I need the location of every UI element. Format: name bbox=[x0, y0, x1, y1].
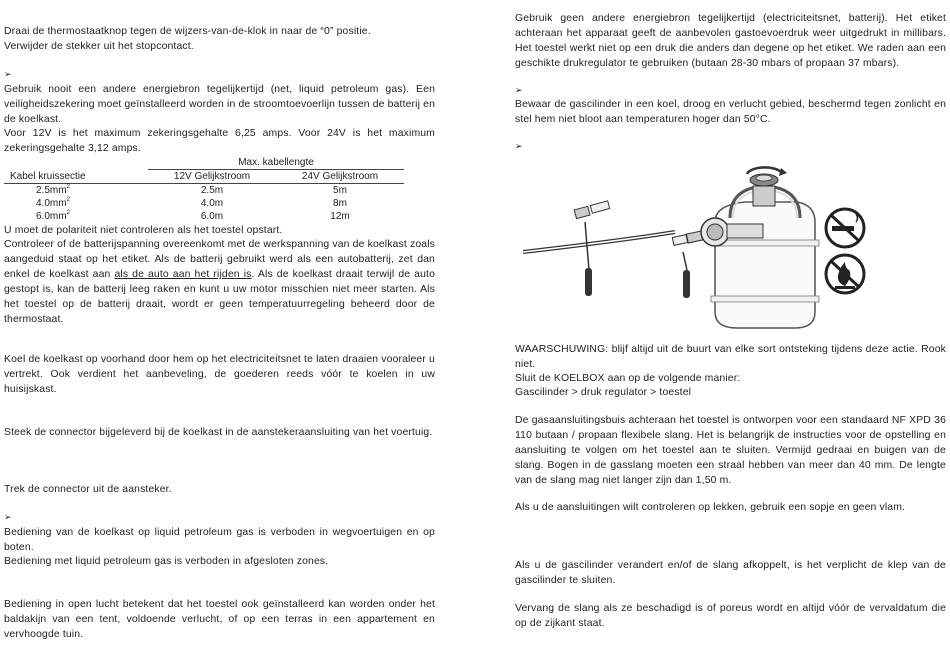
paragraph-gas-enclosed: Bediening met liquid petroleum gas is verboden in afgesloten zones. bbox=[4, 556, 329, 567]
instruction-thermostat: Draai de thermostaatknop tegen de wijzers-van-de-klok in naar de “0” positie. bbox=[4, 26, 371, 37]
instruction-unplug: Verwijder de stekker uit het stopcontact. bbox=[4, 41, 194, 52]
rotation-arrow-icon bbox=[747, 167, 781, 174]
paragraph-fuse-rating: Voor 12V is het maximum zekeringsgehalte 6,25 amps. Voor 24V is het maximum zekeringsgehalte 3,12 amps. bbox=[4, 128, 435, 154]
paragraph-battery-voltage: Controleer of de batterijspanning overeenkomt met de werkspanning van de koelkast zoals aangeduid staat op het etiket. Als de batterij gebruikt werd als een autobatterij, zet dan enkel de koelkast aan als de auto aan het rijden is. Als de koelkast draait terwijl de auto gestopt is, kan de batterij leeg raken en kunt u uw motor misschien niet meer starten. Als het toestel op de batterij draait, wordt er geen temperatuurregeling beheerd door de thermostaat. bbox=[4, 239, 436, 325]
cylinder-valve bbox=[753, 186, 775, 206]
screwdriver-icon bbox=[683, 270, 690, 298]
no-smoking-icon bbox=[826, 209, 864, 247]
paragraph-connect-order: Gascilinder > druk regulator > toestel bbox=[515, 387, 692, 398]
table-row: $4.0mm^2$ 4.0m 8m bbox=[36, 197, 347, 209]
table-row: $6.0mm^2$ 6.0m 12m bbox=[36, 210, 350, 222]
paragraph-precool: Koel de koelkast op voorhand door hem op het electriciteitsnet te laten draaien vooraleer u vertrekt. Ook verdient het aanbeveling, de goederen reeds vóór te koelen in uw huisijskast. bbox=[4, 354, 435, 395]
paragraph-connector-insert: Steek de connector bijgeleverd bij de koelkast in de aanstekeraansluiting van het voertuig. bbox=[4, 427, 433, 438]
gas-cylinder bbox=[715, 202, 815, 328]
bullet-arrow-icon: ➢ bbox=[515, 86, 523, 96]
table-row: $2.5mm^2$ 2.5m 5m bbox=[36, 184, 347, 196]
bullet-arrow-icon: ➢ bbox=[4, 70, 12, 80]
paragraph-connector-remove: Trek de connector uit de aansteker. bbox=[4, 484, 172, 495]
paragraph-hose-standard: De gasaansluitingsbuis achteraan het toestel is ontworpen voor een standaard NF XPD 36 110 butaan / propaan flexibele slang. Het is belangrijk de instructies voor de opstelling en aansluiting te volgen om het toestel aan te sluiten. Vermijd gedraai en buigen van de slang. Bogen in de gasslang moeten een straal hebben van meer dan 40 mm. De lengte van de slang mag niet langer zijn dan 1,50 m. bbox=[515, 415, 946, 486]
table-header-24v: 24V Gelijkstroom bbox=[276, 170, 404, 184]
gas-cylinder-illustration bbox=[515, 160, 875, 340]
cable-length-table bbox=[4, 156, 404, 223]
paragraph-open-air: Bediening in open lucht betekent dat het toestel ook geïnstalleerd kan worden onder het baldakijn van een tent, voldoende verlucht, of op een terras in een appartement en vervhoogde tuin. bbox=[4, 599, 435, 640]
no-open-flame-icon bbox=[826, 255, 864, 293]
paragraph-polarity: U moet de polariteit niet controleren als het toestel opstart. bbox=[4, 225, 283, 236]
paragraph-connect-intro: Sluit de KOELBOX aan op de volgende manier: bbox=[515, 373, 741, 384]
bullet-arrow-icon: ➢ bbox=[4, 513, 12, 523]
paragraph-energy-source: Gebruik nooit een andere energiebron tegelijkertijd (net, liquid petroleum gas). Een veiligheidszekering moet geïnstalleerd worden in de stroomtoevoerlijn tussen de batterij en de koelkast. bbox=[4, 84, 435, 125]
paragraph-warning: WAARSCHUWING: blijf altijd uit de buurt van elke sort ontsteking tijdens deze actie. Rook niet. bbox=[515, 344, 946, 370]
table-group-header: Max. kabellengte bbox=[148, 156, 404, 170]
bullet-arrow-icon: ➢ bbox=[515, 142, 523, 152]
paragraph-gas-pressure: Gebruik geen andere energiebron tegelijkertijd (electriciteitsnet, batterij). Het etiket achteraan het apparaat geeft de aanbevolen gastoevoerdruk weer uitgedrukt in millibars. Het toestel werkt niet op een druk die anders dan degene op het etiket. We raden aan een geschikte drukregulator te gebruiken (butaan 28-30 mbars of propaan 37 mbars). bbox=[515, 13, 946, 69]
paragraph-store-cylinder: Bewaar de gascilinder in een koel, droog en verlucht gebied, beschermd tegen zonlicht en stel hem niet bloot aan temperaturen hoger dan 50°C. bbox=[515, 99, 946, 125]
paragraph-replace-hose: Vervang de slang als ze beschadigd is of poreus wordt en altijd vóór de vervaldatum die op de zijkant staat. bbox=[515, 603, 946, 629]
table-header-12v: 12V Gelijkstroom bbox=[148, 170, 276, 184]
table-header-cable: Kabel kruissectie bbox=[4, 170, 148, 184]
paragraph-close-valve: Als u de gascilinder verandert en/of de slang afkoppelt, is het verplicht de klep van de gascilinder te sluiten. bbox=[515, 560, 946, 586]
paragraph-leak-check: Als u de aansluitingen wilt controleren op lekken, gebruik een sopje en geen vlam. bbox=[515, 502, 906, 513]
hose-fitting bbox=[574, 206, 590, 218]
paragraph-gas-vehicles: Bediening van de koelkast op liquid petroleum gas is verboden in wegvoertuigen en op boten. bbox=[4, 527, 435, 553]
regulator-fitting bbox=[672, 235, 687, 246]
